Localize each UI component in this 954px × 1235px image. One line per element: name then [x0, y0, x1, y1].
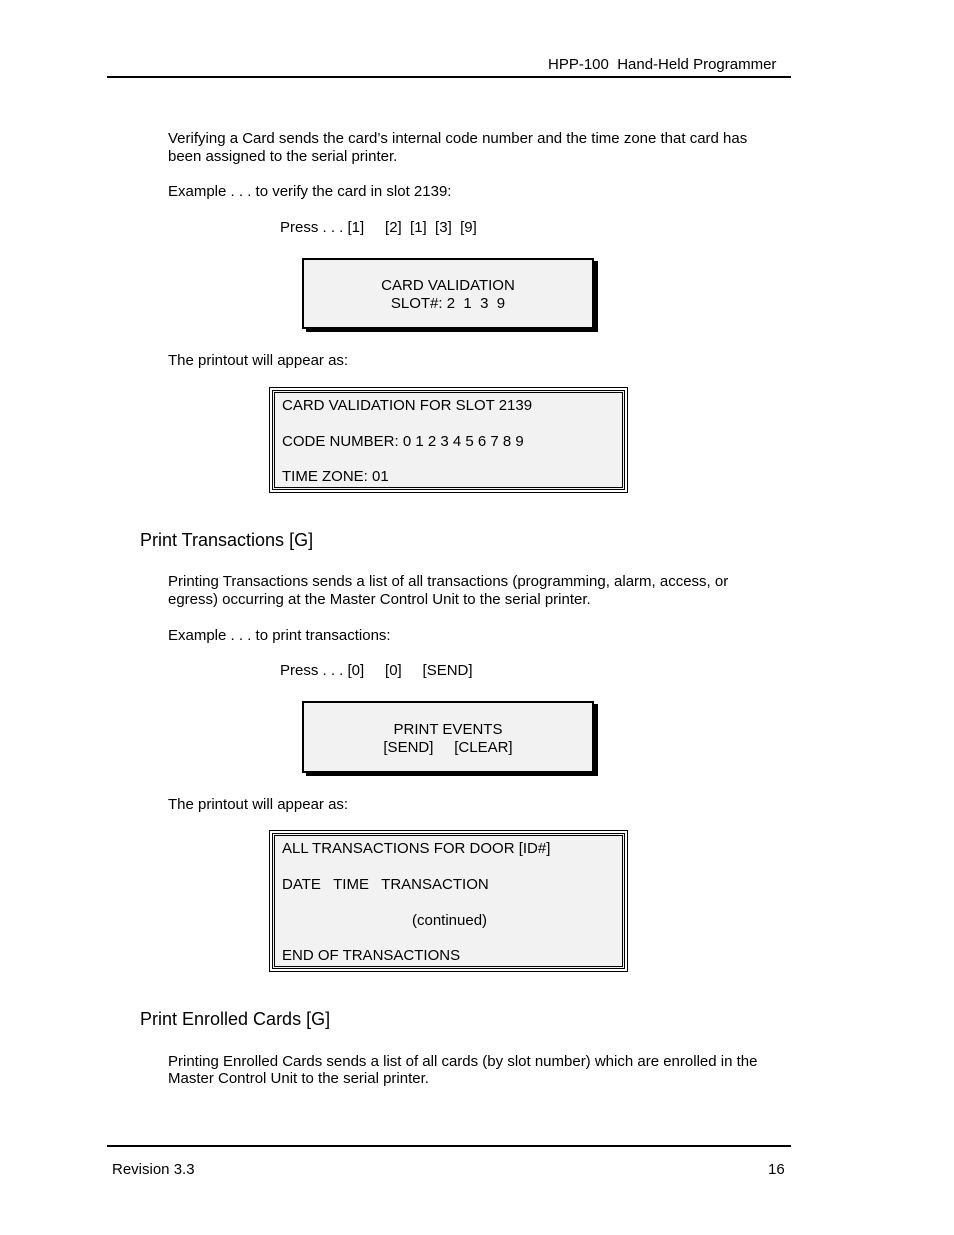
verify-press-keys: Press . . . [1] [2] [1] [3] [9] — [280, 219, 477, 236]
verify-intro-line1: Verifying a Card sends the card’s internal code number and the time zone that card has — [168, 130, 748, 147]
enrolled-intro-line1: Printing Enrolled Cards sends a list of all cards (by slot number) which are enrolled in the — [168, 1053, 758, 1070]
lcd-line-1: PRINT EVENTS — [393, 721, 503, 738]
lcd-line-1: CARD VALIDATION — [381, 277, 515, 294]
transactions-press-keys: Press . . . [0] [0] [SEND] — [280, 662, 473, 679]
printout-line-3: TIME ZONE: 01 — [282, 468, 389, 485]
transactions-intro-line1: Printing Transactions sends a list of all transactions (programming, alarm, access, or — [168, 573, 729, 590]
printout-line-1: ALL TRANSACTIONS FOR DOOR [ID#] — [282, 840, 551, 857]
printout-line-2: DATE TIME TRANSACTION — [282, 876, 489, 893]
printout-line-2: CODE NUMBER: 0 1 2 3 4 5 6 7 8 9 — [282, 433, 524, 450]
verify-intro-line2: been assigned to the serial printer. — [168, 148, 398, 165]
transactions-intro-line2: egress) occurring at the Master Control Unit to the serial printer. — [168, 591, 591, 608]
footer-page-number: 16 — [768, 1161, 785, 1178]
lcd-display-card-validation — [302, 258, 594, 329]
printout-card-validation — [272, 390, 625, 490]
enrolled-intro-line2: Master Control Unit to the serial printer. — [168, 1070, 429, 1087]
lcd-line-2: SLOT#: 2 1 3 9 — [390, 295, 506, 312]
verify-example: Example . . . to verify the card in slot 2139: — [168, 183, 452, 200]
printout-line-3: (continued) — [412, 912, 488, 929]
printout-line-1: CARD VALIDATION FOR SLOT 2139 — [282, 397, 533, 414]
lcd-display-print-events — [302, 701, 594, 773]
transactions-printout-label: The printout will appear as: — [168, 796, 349, 813]
header-rule — [107, 76, 791, 78]
transactions-example: Example . . . to print transactions: — [168, 627, 391, 644]
verify-printout-label: The printout will appear as: — [168, 352, 349, 369]
footer-rule — [107, 1145, 791, 1147]
enrolled-heading: Print Enrolled Cards [G] — [140, 1009, 331, 1029]
footer-revision: Revision 3.3 — [112, 1161, 195, 1178]
lcd-line-2: [SEND] [CLEAR] — [383, 739, 513, 756]
header-title: HPP-100 Hand-Held Programmer — [548, 56, 777, 73]
printout-transactions — [272, 833, 625, 969]
printout-line-4: END OF TRANSACTIONS — [282, 947, 461, 964]
transactions-heading: Print Transactions [G] — [140, 530, 314, 550]
